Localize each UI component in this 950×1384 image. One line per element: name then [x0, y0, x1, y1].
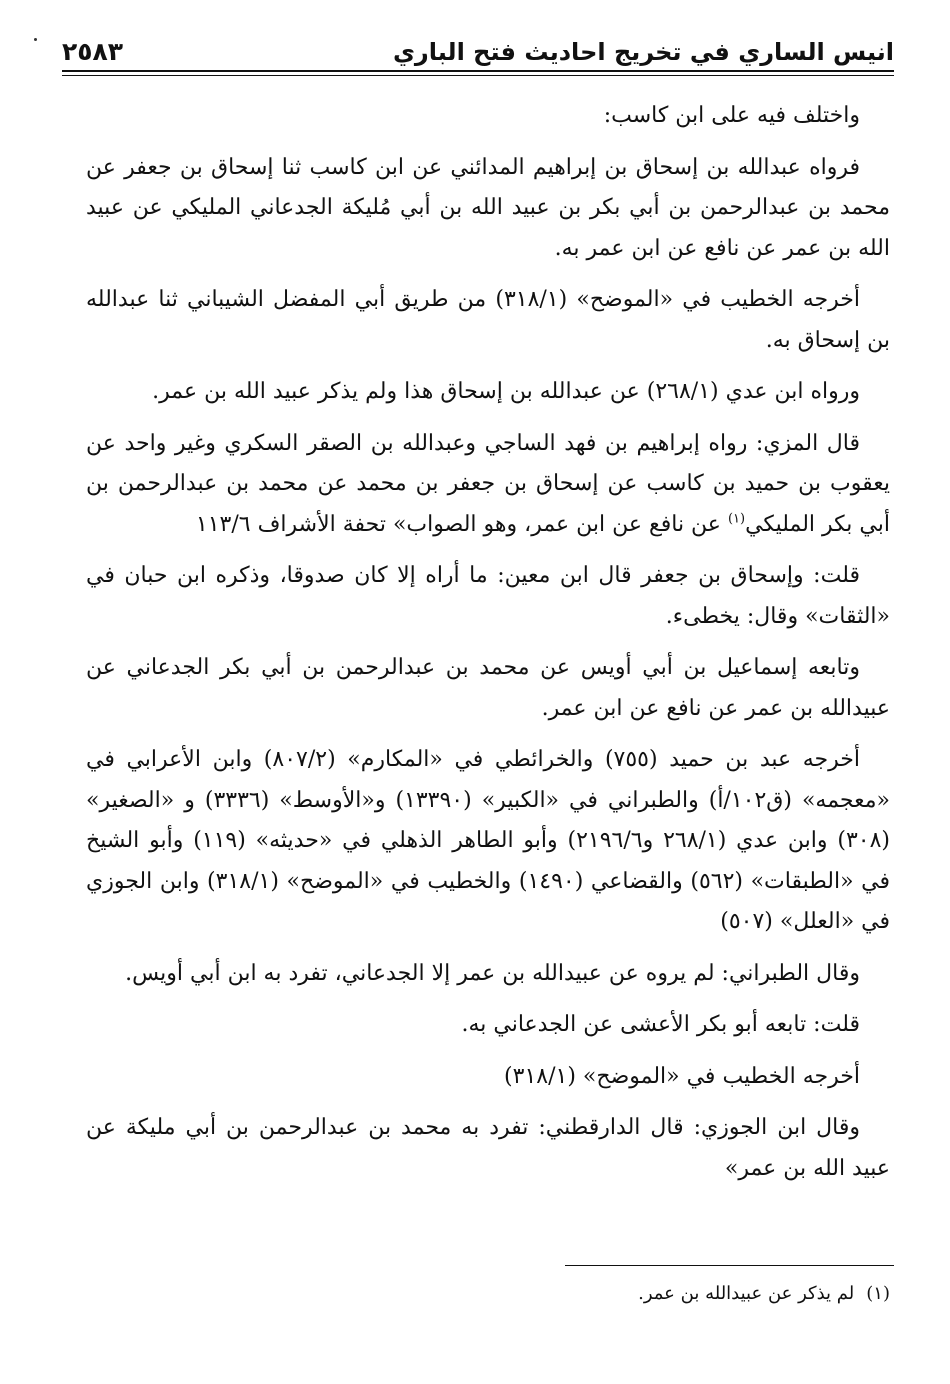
- page-number: ٢٥٨٣: [62, 37, 124, 66]
- paragraph: قلت: تابعه أبو بكر الأعشى عن الجدعاني به.: [461, 1012, 860, 1037]
- footnote: [86, 1280, 890, 1308]
- paragraph: فرواه عبدالله بن إسحاق بن إبراهيم المدائني عن ابن كاسب ثنا إسحاق بن جعفر عن محمد بن عبدالرحمن بن أبي بكر بن عبيد الله بن أبي مُليكة الجدعاني المليكي عن عبيد الله بن عمر عن نافع عن ابن عمر به.: [86, 154, 890, 261]
- paragraph: وقال الطبراني: لم يروه عن عبيدالله بن عمر إلا الجدعاني، تفرد به ابن أبي أويس.: [125, 960, 860, 986]
- header-rule-thin: [62, 75, 894, 76]
- paragraph: وتابعه إسماعيل بن أبي أويس عن محمد بن عبدالرحمن بن أبي بكر الجدعاني عن عبيدالله بن عمر عن نافع عن ابن عمر.: [86, 655, 890, 721]
- paragraph: قلت: وإسحاق بن جعفر قال ابن معين: ما أراه إلا كان صدوقا، وذكره ابن حبان في «الثقات» وقال: يخطىء.: [86, 563, 890, 629]
- header-rule-thick: [62, 70, 894, 72]
- body-text: [86, 96, 890, 1200]
- paragraph: ورواه ابن عدي (٢٦٨/١) عن عبدالله بن إسحاق هذا ولم يذكر عبيد الله بن عمر.: [152, 379, 860, 404]
- paragraph: أخرجه الخطيب في «الموضح» (٣١٨/١) من طريق أبي المفضل الشيباني ثنا عبدالله بن إسحاق به.: [86, 287, 890, 353]
- paragraph: أخرجه عبد بن حميد (٧٥٥) والخرائطي في «المكارم» (٨٠٧/٢) وابن الأعرابي في «معجمه» (ق١٠٢/أ) والطبراني في «الكبير» (١٣٣٩٠) و«الأوسط» (٣٣٣٦) و «الصغير» (٣٠٨) وابن عدي (٢٦٨/١ و٢١٩٦/٦) وأبو الطاهر الذهلي في «حديثه» (١١٩) وأبو الشيخ في «الطبقات» (٥٦٢) والقضاعي (١٤٩٠) والخطيب في «الموضح» (٣١٨/١) وابن الجوزي في «العلل» (٥٠٧): [86, 747, 891, 934]
- paragraph-text: عن نافع عن ابن عمر، وهو الصواب» تحفة الأشراف ١١٣/٦: [195, 511, 721, 537]
- footnote-text: لم يذكر عن عبيدالله بن عمر.: [638, 1283, 855, 1304]
- footnote-number: (١): [866, 1283, 890, 1304]
- paragraph: واختلف فيه على ابن كاسب:: [603, 103, 860, 128]
- book-title: انيس الساري في تخريج احاديث فتح الباري: [392, 38, 894, 66]
- paragraph: أخرجه الخطيب في «الموضح» (٣١٨/١): [504, 1063, 860, 1089]
- paragraph-text: قال المزي: رواه إبراهيم بن فهد الساجي وعبدالله بن الصقر السكري وغير واحد عن يعقوب بن حميد بن كاسب عن إسحاق بن جعفر بن محمد عن محمد بن عبدالرحمن بن أبي بكر المليكي: [86, 430, 890, 537]
- scan-speck: [34, 38, 37, 41]
- running-header: [62, 30, 894, 66]
- paragraph: وقال ابن الجوزي: قال الدارقطني: تفرد به محمد بن عبدالرحمن بن أبي مليكة عن عبيد الله بن عمر»: [86, 1115, 890, 1181]
- footnote-rule: [565, 1265, 894, 1266]
- paragraph-mazzi: [86, 424, 890, 546]
- footnote-marker: (١): [727, 511, 746, 527]
